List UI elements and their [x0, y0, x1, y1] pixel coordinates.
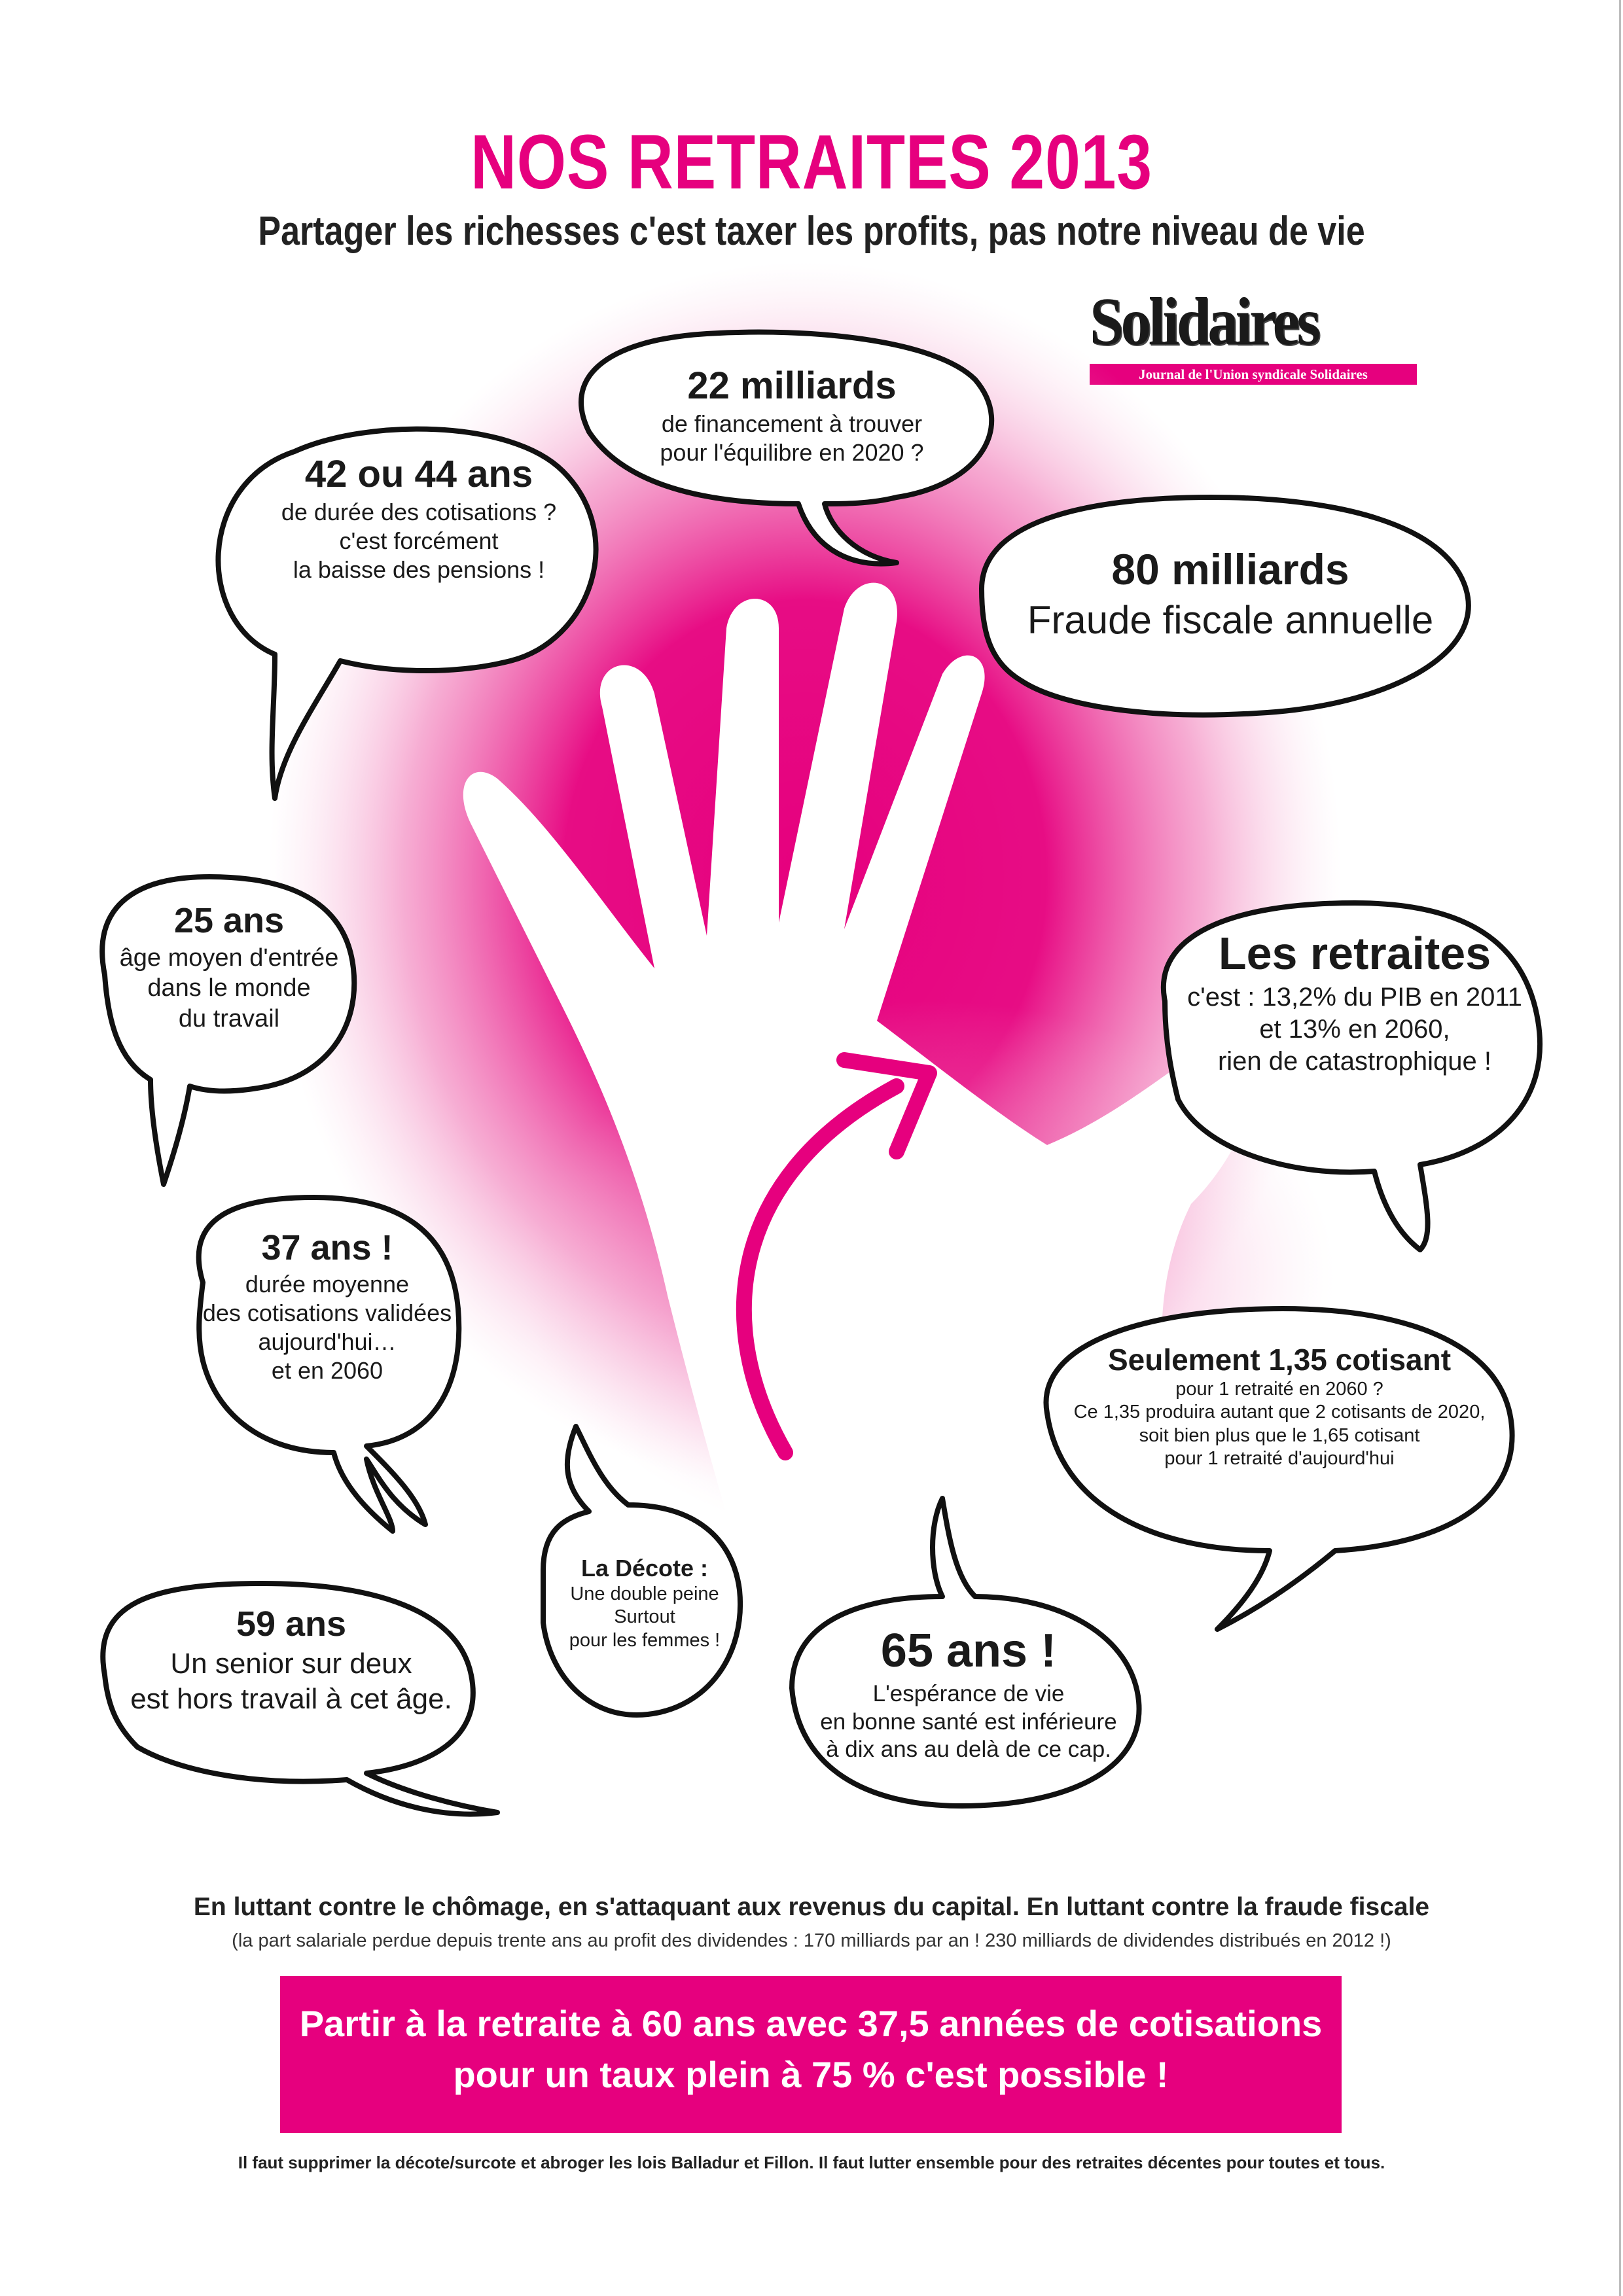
bubble-65-ans-line: L'espérance de vie: [872, 1680, 1065, 1706]
banner-line: Partir à la retraite à 60 ans avec 37,5 années de cotisations: [299, 2003, 1323, 2044]
bubble-22-milliards-line: de financement à trouver: [661, 410, 923, 437]
bubble-les-retraites-line: rien de catastrophique !: [1217, 1046, 1492, 1076]
poster-title: NOS RETRAITES 2013: [471, 119, 1152, 205]
bubble-25-ans-line: dans le monde: [147, 974, 311, 1002]
logo-name: Solidaires: [1090, 284, 1318, 359]
logo-tagline: Journal de l'Union syndicale Solidaires: [1090, 364, 1417, 385]
bubble-1-35-cotisant-heading: Seulement 1,35 cotisant: [1107, 1343, 1452, 1377]
bubble-37-ans-line: durée moyenne: [245, 1270, 410, 1298]
bubble-25-ans-text: [98, 900, 360, 1034]
bubble-80-milliards-text: [1008, 543, 1453, 644]
bubble-25-ans-heading: 25 ans: [173, 901, 285, 940]
bubble-25-ans-line: âge moyen d'entrée: [119, 944, 339, 972]
bubble-42-ans-line: c'est forcément: [339, 527, 499, 554]
bubble-59-ans-heading: 59 ans: [236, 1604, 347, 1644]
bubble-65-ans-text: [805, 1623, 1132, 1764]
bubble-37-ans-line: aujourd'hui…: [258, 1328, 397, 1355]
bubble-59-ans-line: est hors travail à cet âge.: [130, 1682, 452, 1715]
bubble-22-milliards-text: [602, 363, 982, 467]
bubble-1-35-cotisant-line: pour 1 retraité d'aujourd'hui: [1164, 1448, 1395, 1470]
banner-line: pour un taux plein à 75 % c'est possible !: [453, 2054, 1169, 2096]
bubble-65-ans-line: en bonne santé est inférieure: [820, 1708, 1117, 1735]
bubble-les-retraites-text: [1171, 926, 1538, 1078]
bubble-42-ans-line: la baisse des pensions !: [293, 556, 545, 583]
bubble-les-retraites-line: c'est : 13,2% du PIB en 2011: [1187, 983, 1522, 1012]
bubble-les-retraites-line: et 13% en 2060,: [1259, 1015, 1450, 1044]
footer-call-to-action: Il faut supprimer la décote/surcote et abroger les lois Balladur et Fillon. Il faut lutter ensemble pour des retraites décentes pour toutes et tous.: [238, 2153, 1385, 2172]
bubble-1-35-cotisant-text: [1060, 1341, 1499, 1471]
bubble-59-ans-text: [111, 1603, 471, 1716]
bubble-37-ans-heading: 37 ans !: [261, 1228, 393, 1267]
bubble-decote-heading: La Décote :: [580, 1555, 709, 1581]
bubble-decote-line: Surtout: [614, 1606, 675, 1628]
demand-banner: [280, 1976, 1342, 2133]
bubble-65-ans-heading: 65 ans !: [880, 1625, 1057, 1677]
bubble-25-ans-line: du travail: [178, 1004, 280, 1033]
bubble-decote-line: pour les femmes !: [569, 1629, 721, 1651]
bubble-37-ans-text: [196, 1227, 458, 1385]
bubble-decote-text: [550, 1554, 740, 1652]
bubble-37-ans-line: et en 2060: [271, 1356, 383, 1384]
bubble-59-ans-line: Un senior sur deux: [170, 1647, 412, 1680]
footer-note: (la part salariale perdue depuis trente ans au profit des dividendes : 170 milliards par an ! 230 milliards de dividendes distribués en 2012 !): [232, 1930, 1391, 1951]
bubble-22-milliards-heading: 22 milliards: [687, 364, 897, 407]
bubble-1-35-cotisant-line: pour 1 retraité en 2060 ?: [1175, 1379, 1383, 1400]
bubble-22-milliards-line: pour l'équilibre en 2020 ?: [660, 438, 924, 466]
bubble-1-35-cotisant-line: soit bien plus que le 1,65 cotisant: [1139, 1424, 1420, 1446]
footer-statement: En luttant contre le chômage, en s'attaquant aux revenus du capital. En luttant contre la fraude fiscale: [193, 1893, 1430, 1921]
bubble-42-ans-heading: 42 ou 44 ans: [304, 453, 533, 495]
poster-subtitle: Partager les richesses c'est taxer les profits, pas notre niveau de vie: [258, 209, 1365, 254]
bubble-80-milliards-heading: 80 milliards: [1111, 545, 1349, 593]
bubble-les-retraites-heading: Les retraites: [1218, 928, 1491, 979]
bubble-decote-line: Une double peine: [570, 1583, 719, 1604]
bubble-80-milliards-line: Fraude fiscale annuelle: [1027, 597, 1434, 642]
bubble-65-ans-line: à dix ans au delà de ce cap.: [826, 1737, 1111, 1763]
bubble-37-ans-line: des cotisations validées: [202, 1299, 452, 1326]
bubble-42-ans-line: de durée des cotisations ?: [281, 498, 557, 525]
bubble-1-35-cotisant-line: Ce 1,35 produira autant que 2 cotisants de 2020,: [1073, 1402, 1486, 1423]
bubble-42-ans-text: [236, 451, 602, 584]
